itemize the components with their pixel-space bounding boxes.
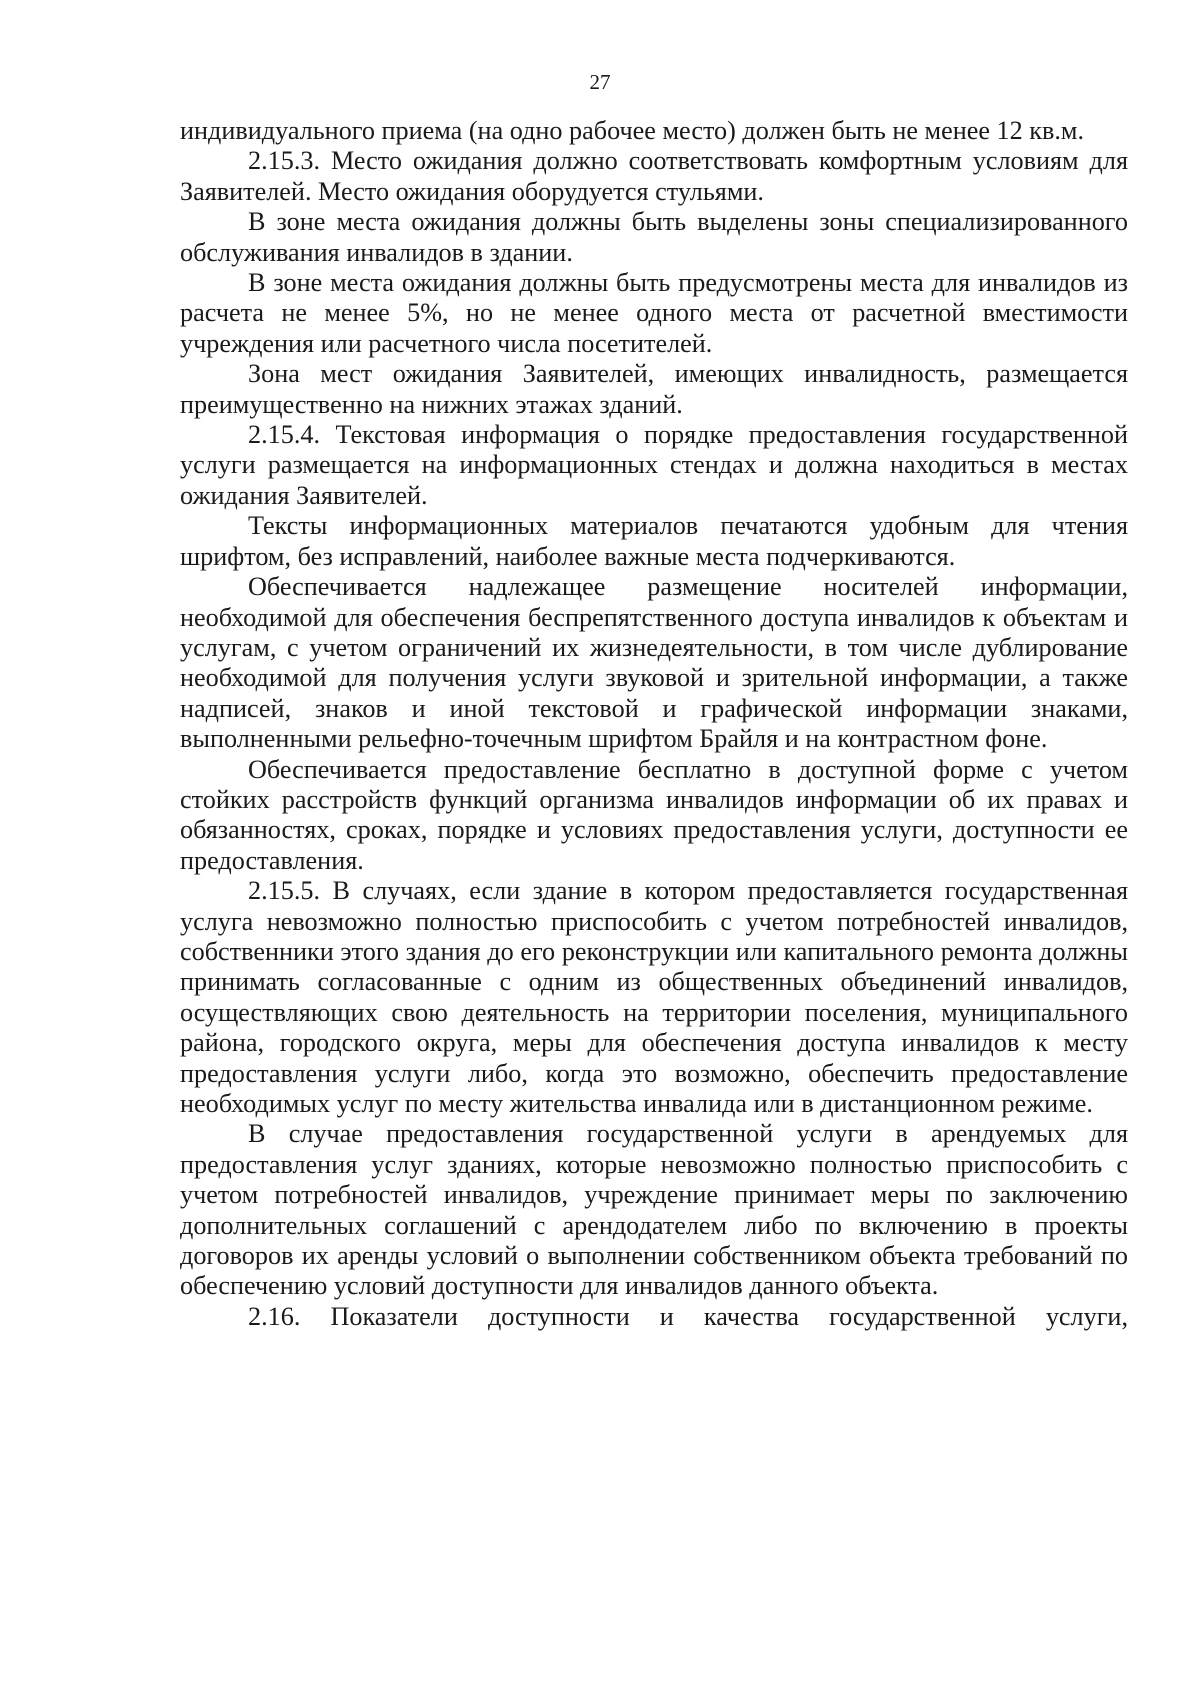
paragraph-continuation: индивидуального приема (на одно рабочее место) должен быть не менее 12 кв.м.: [180, 116, 1085, 145]
paragraph-2-15-4: 2.15.4. Текстовая информация о порядке предоставления государственной услуги размещается на информационных стендах и должна находиться в местах ожидания Заявителей.: [180, 420, 1128, 510]
paragraph-2-15-3: 2.15.3. Место ожидания должно соответствовать комфортным условиям для Заявителей. Место ожидания оборудуется стульями.: [180, 146, 1128, 206]
document-body: [180, 116, 1128, 1332]
paragraph-rented-buildings: В случае предоставления государственной услуги в арендуемых для предоставления услуг зданиях, которые невозможно полностью приспособить с учетом потребностей инвалидов, учреждение принимает меры по заключению дополнительных соглашений с арендодателем либо по включению в проекты договоров их аренды условий о выполнении собственником объекта требований по обеспечению условий доступности для инвалидов данного объекта.: [180, 1119, 1128, 1301]
paragraph-waiting-floors: Зона мест ожидания Заявителей, имеющих инвалидность, размещается преимущественно на нижних этажах зданий.: [180, 359, 1128, 419]
paragraph-2-16: 2.16. Показатели доступности и качества государственной услуги,: [248, 1301, 1128, 1331]
paragraph-2-15-5: 2.15.5. В случаях, если здание в котором предоставляется государственная услуга невозможно полностью приспособить с учетом потребностей инвалидов, собственники этого здания до его реконструкции или капитального ремонта должны принимать согласованные с одним из общественных объединений инвалидов, осуществляющих свою деятельность на территории поселения, муниципального района, городского округа, меры для обеспечения доступа инвалидов к месту предоставления услуги либо, когда это возможно, обеспечить предоставление необходимых услуг по месту жительства инвалида или в дистанционном режиме.: [180, 876, 1128, 1118]
paragraph-information-placement: Обеспечивается надлежащее размещение носителей информации, необходимой для обеспечения беспрепятственного доступа инвалидов к объектам и услугам, с учетом ограничений их жизнедеятельности, в том числе дублирование необходимой для получения услуги звуковой и зрительной информации, а также надписей, знаков и иной текстовой и графической информации знаками, выполненными рельефно-точечным шрифтом Брайля и на контрастном фоне.: [180, 572, 1128, 754]
paragraph-free-information: Обеспечивается предоставление бесплатно в доступной форме с учетом стойких расстройств функций организма инвалидов информации об их правах и обязанностях, сроках, порядке и условиях предоставления услуги, доступности ее предоставления.: [180, 754, 1128, 875]
paragraph-disabled-seats: В зоне места ожидания должны быть предусмотрены места для инвалидов из расчета не менее 5%, но не менее одного места от расчетной вместимости учреждения или расчетного числа посетителей.: [180, 268, 1128, 358]
paragraph-waiting-zone: В зоне места ожидания должны быть выделены зоны специализированного обслуживания инвалидов в здании.: [180, 207, 1128, 267]
paragraph-print-materials: Тексты информационных материалов печатаются удобным для чтения шрифтом, без исправлений, наиболее важные места подчеркиваются.: [180, 511, 1128, 571]
page-number: 27: [589, 70, 611, 94]
